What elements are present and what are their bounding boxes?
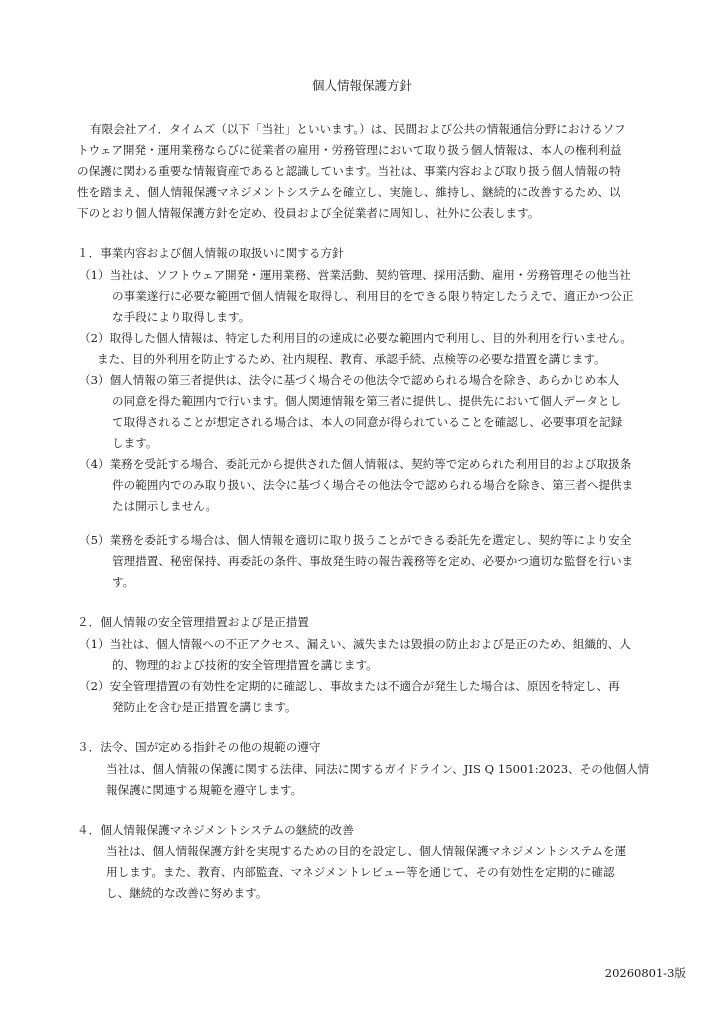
section-1-item: な手段により取得します。: [112, 310, 251, 324]
section-1-item: また、目的外利用を防止するため、社内規程、教育、承認手続、点検等の必要な措置を講じます。: [97, 352, 606, 366]
section-2-item: （1）当社は、個人情報への不正アクセス、漏えい、滅失または毀損の防止および是正のため、組織的、人: [79, 637, 631, 651]
section-1-item: たは開示しません。: [112, 499, 218, 513]
section-2-item: 的、物理的および技術的安全管理措置を講じます。: [112, 658, 378, 672]
page-title: 個人情報保護方針: [311, 78, 412, 93]
section-4-body: 用します。また、教育、内部監査、マネジメントレビュー等を通じて、その有効性を定期的に確認: [106, 865, 615, 879]
section-1-item: （1）当社は、ソフトウェア開発・運用業務、営業活動、契約管理、採用活動、雇用・労務管理その他当社: [79, 268, 631, 282]
section-1-item: て取得されることが想定される場合は、本人の同意が得られていることを確認し、必要事項を記録: [112, 415, 623, 429]
section-1-item: 件の範囲内でのみ取り扱い、法令に基づく場合その他法令で認められる場合を除き、第三者へ提供ま: [112, 478, 634, 492]
section-1-item: （2）取得した個人情報は、特定した利用目的の達成に必要な範囲内で利用し、目的外利用を行いません。: [79, 331, 632, 345]
section-3-body: 報保護に関連する規範を遵守します。: [106, 783, 303, 797]
section-2-item: 発防止を含む是正措置を講じます。: [112, 700, 297, 714]
intro-line: 性を踏まえ、個人情報保護マネジメントシステムを確立し、実施し、維持し、継続的に改善するため、以: [77, 185, 621, 199]
section-2-item: （2）安全管理措置の有効性を定期的に確認し、事故または不適合が発生した場合は、原因を特定し、再: [79, 679, 620, 693]
section-1-item: （5）業務を委託する場合は、個人情報を適切に取り扱うことができる委託先を選定し、契約等により安全: [79, 533, 632, 547]
section-1-heading: １．事業内容および個人情報の取扱いに関する方針: [77, 246, 344, 260]
section-1-item: 管理措置、秘密保持、再委託の条件、事故発生時の報告義務等を定め、必要かつ適切な監督を行いま: [112, 554, 634, 568]
section-1-item: す。: [112, 575, 135, 589]
section-3-body: 当社は、個人情報の保護に関する法律、同法に関するガイドライン、JIS Q 15001:2023、その他個人情: [106, 762, 650, 776]
section-1-item: の事業遂行に必要な範囲で個人情報を取得し、利用目的をできる限り特定したうえで、適正かつ公正: [112, 289, 634, 303]
version-label: 20260801-3版: [604, 966, 686, 980]
section-4-heading: ４．個人情報保護マネジメントシステムの継続的改善: [77, 823, 354, 837]
section-2-heading: ２．個人情報の安全管理措置および是正措置: [77, 615, 309, 629]
section-1-item: （3）個人情報の第三者提供は、法令に基づく場合その他法令で認められる場合を除き、あらかじめ本人: [79, 373, 620, 387]
intro-line: 有限会社アイ．タイムズ（以下「当社」といいます。）は、民間および公共の情報通信分野におけるソフ: [90, 122, 626, 136]
section-1-item: します。: [112, 436, 158, 450]
section-1-item: の同意を得た範囲内で行います。個人関連情報を第三者に提供し、提供先において個人データとし: [112, 394, 622, 408]
section-1-item: （4）業務を受託する場合、委託元から提供された個人情報は、契約等で定められた利用目的および取扱条: [79, 457, 632, 471]
section-4-body: し、継続的な改善に努めます。: [106, 886, 268, 900]
intro-line: の保護に関わる重要な情報資産であると認識しています。当社は、事業内容および取り扱う個人情報の特: [77, 164, 621, 178]
intro-line: トウェア開発・運用業務ならびに従業者の雇用・労務管理において取り扱う個人情報は、本人の権利利益: [77, 143, 622, 157]
section-3-heading: ３．法令、国が定める指針その他の規範の遵守: [77, 740, 321, 754]
intro-line: 下のとおり個人情報保護方針を定め、役員および全従業者に周知し、社外に公表します。: [77, 206, 540, 220]
section-4-body: 当社は、個人情報保護方針を実現するための目的を設定し、個人情報保護マネジメントシステムを運: [106, 844, 627, 858]
